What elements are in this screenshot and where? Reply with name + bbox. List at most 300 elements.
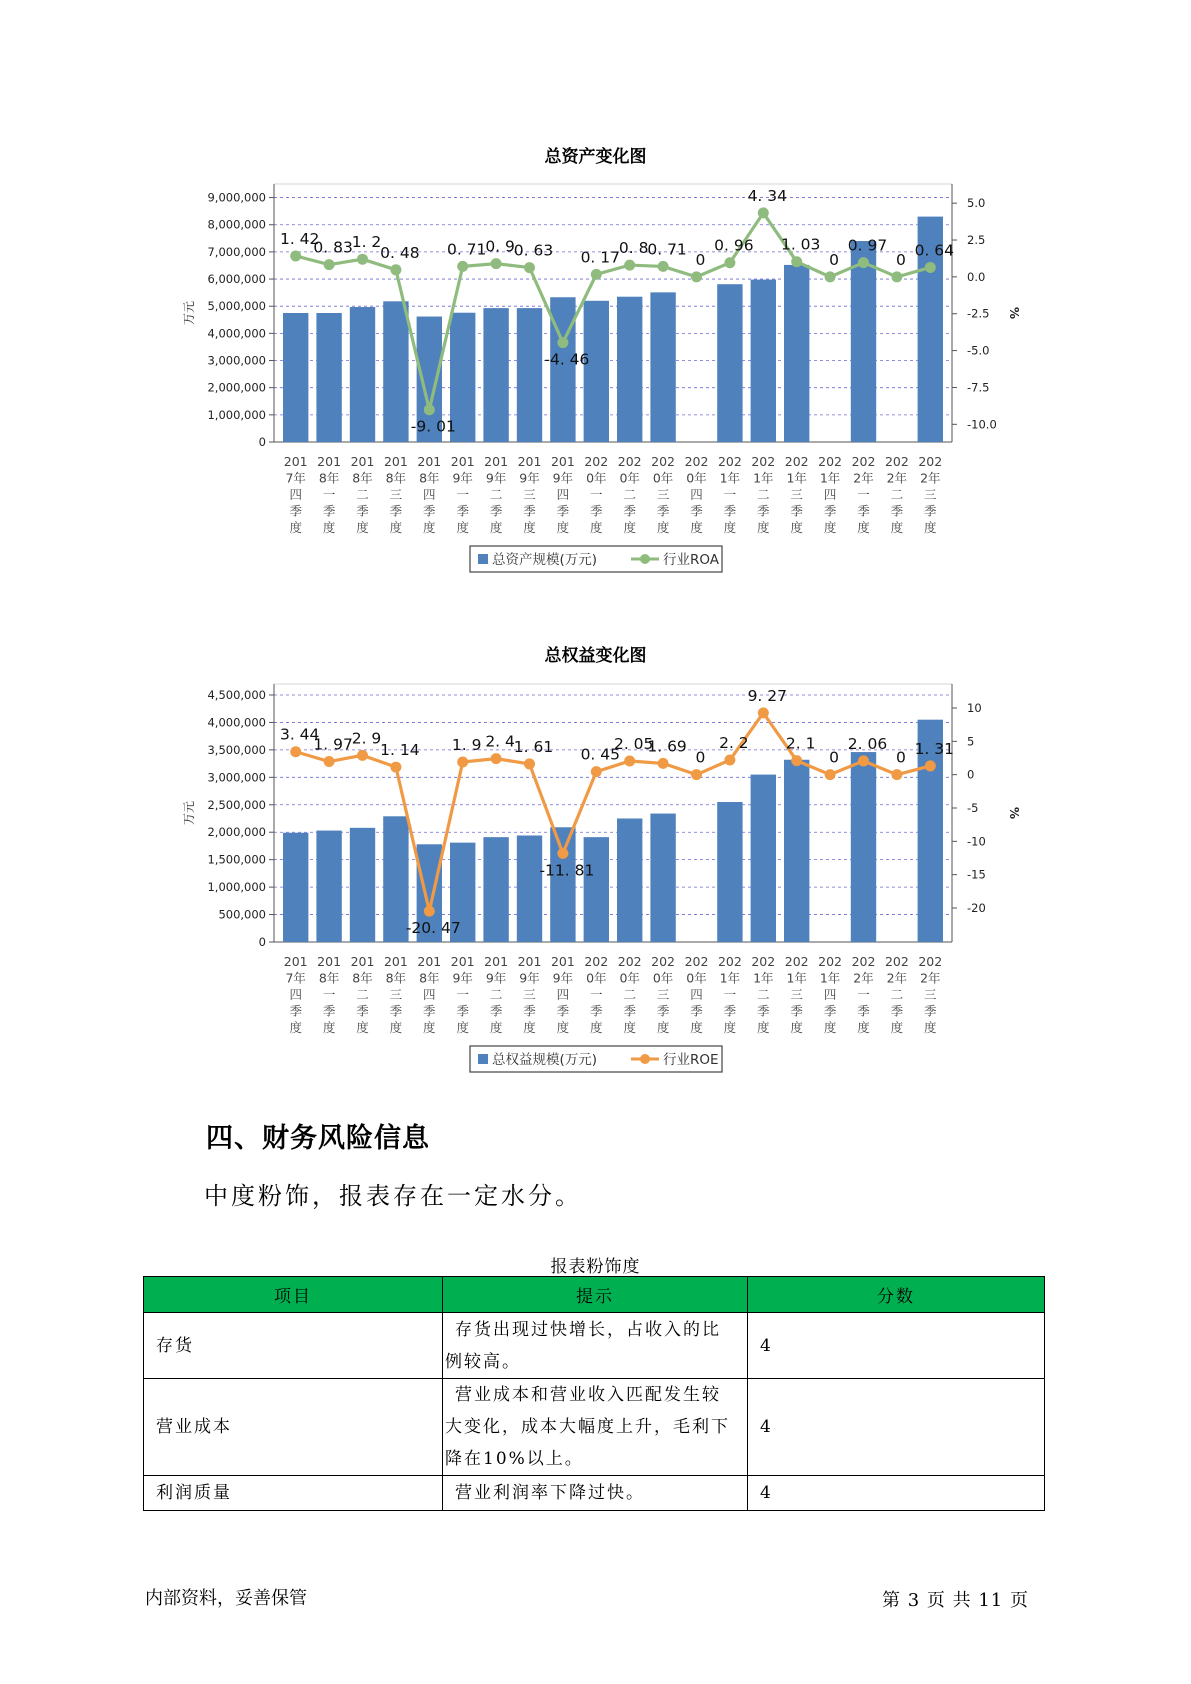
x-tick-label: 202 <box>751 954 776 969</box>
data-label: 1. 9 <box>451 736 482 754</box>
x-tick-label: 202 <box>918 454 943 469</box>
x-tick-label: 1年 <box>719 470 741 486</box>
x-tick-label: 度 <box>790 1020 803 1035</box>
x-tick-label: 季 <box>924 1003 937 1019</box>
y-tick-label: 2,000,000 <box>207 825 266 840</box>
x-tick-label: 三 <box>523 487 536 502</box>
y-tick-label: 3,000,000 <box>207 770 266 785</box>
x-tick-label: 0年 <box>586 970 607 986</box>
x-tick-label: 一 <box>723 987 737 1002</box>
x-tick-label: 季 <box>289 1003 302 1019</box>
bar <box>550 827 575 942</box>
x-tick-label: 201 <box>283 954 308 969</box>
x-tick-label: 201 <box>450 954 475 969</box>
x-tick-label: 1年 <box>786 970 807 986</box>
x-tick-label: 度 <box>523 520 536 535</box>
row-score: 4 <box>748 1313 1045 1379</box>
x-tick-label: 一 <box>322 487 336 502</box>
x-tick-label: 季 <box>723 503 737 519</box>
chart-title-assets: 总资产变化图 <box>544 147 647 167</box>
x-tick-label: 度 <box>556 520 570 535</box>
data-label: 2. 1 <box>785 734 816 753</box>
y-tick-label: 1,500,000 <box>207 852 266 867</box>
x-tick-label: 三 <box>790 487 803 502</box>
y2-tick-label: -2.5 <box>967 306 990 321</box>
x-tick-label: 0年 <box>619 970 640 986</box>
x-tick-label: 1年 <box>819 970 841 986</box>
x-tick-label: 度 <box>590 520 603 535</box>
data-label: 2. 05 <box>613 735 654 753</box>
line-point <box>290 250 301 261</box>
x-tick-label: 度 <box>823 1020 837 1035</box>
y2-tick-label: 5.0 <box>967 196 986 211</box>
data-label: 2. 06 <box>847 734 888 753</box>
line-point <box>591 269 602 280</box>
x-tick-label: 202 <box>584 954 609 969</box>
footer-confidential: 内部资料，妥善保管 <box>145 1588 307 1609</box>
x-tick-label: 1年 <box>719 970 741 986</box>
table-caption: 报表粉饰度 <box>550 1257 641 1277</box>
bar <box>851 241 876 442</box>
x-tick-label: 季 <box>757 503 770 519</box>
line-point <box>724 755 735 766</box>
x-tick-label: 2年 <box>920 970 941 986</box>
x-tick-label: 8年 <box>419 970 440 986</box>
x-tick-label: 201 <box>283 454 308 469</box>
x-tick-label: 一 <box>590 487 603 502</box>
data-label: 0. 96 <box>714 236 754 255</box>
line-point <box>290 746 301 757</box>
x-tick-label: 季 <box>690 1003 703 1019</box>
data-label: 0. 83 <box>313 238 353 257</box>
x-tick-label: 二 <box>489 987 503 1002</box>
line-point <box>825 769 836 780</box>
x-tick-label: 季 <box>289 503 302 519</box>
x-tick-label: 202 <box>584 454 609 469</box>
x-tick-label: 季 <box>790 503 803 519</box>
legend-line-label: 行业ROE <box>663 1052 719 1068</box>
x-tick-label: 201 <box>484 454 509 469</box>
line-point <box>491 258 502 269</box>
row-score: 4 <box>748 1476 1045 1511</box>
x-tick-label: 二 <box>757 487 770 502</box>
x-tick-label: 季 <box>456 1003 469 1019</box>
x-tick-label: 季 <box>322 503 336 519</box>
whitewash-table <box>143 1276 1045 1511</box>
bar <box>483 308 508 442</box>
x-tick-label: 8年 <box>385 470 407 486</box>
x-tick-label: 202 <box>717 454 742 469</box>
line-point <box>925 760 936 771</box>
x-tick-label: 度 <box>289 1020 302 1035</box>
x-tick-label: 季 <box>656 503 670 519</box>
x-tick-label: 二 <box>623 987 636 1002</box>
x-tick-label: 1年 <box>753 470 774 486</box>
x-tick-label: 度 <box>890 1020 904 1035</box>
x-tick-label: 201 <box>317 954 342 969</box>
x-tick-label: 9年 <box>552 970 574 986</box>
legend-line-label: 行业ROA <box>663 552 720 568</box>
x-tick-label: 201 <box>383 954 408 969</box>
x-tick-label: 度 <box>489 520 503 535</box>
x-tick-label: 度 <box>322 520 336 535</box>
x-tick-label: 季 <box>389 1003 403 1019</box>
x-tick-label: 二 <box>890 987 904 1002</box>
x-tick-label: 202 <box>851 954 876 969</box>
data-label: 4. 34 <box>747 186 788 205</box>
y2-tick-label: -10 <box>967 834 986 849</box>
x-tick-label: 季 <box>623 503 636 519</box>
bar <box>751 280 776 442</box>
x-tick-label: 季 <box>823 1003 837 1019</box>
data-label: 2. 9 <box>351 729 382 748</box>
x-tick-label: 201 <box>350 954 375 969</box>
x-tick-label: 度 <box>489 1020 503 1035</box>
y-tick-label: 0 <box>258 935 266 949</box>
x-tick-label: 度 <box>857 1020 870 1035</box>
x-tick-label: 202 <box>651 454 676 469</box>
x-tick-label: 一 <box>456 487 469 502</box>
x-tick-label: 度 <box>890 520 904 535</box>
x-tick-label: 度 <box>823 520 837 535</box>
data-label: -20. 47 <box>405 919 461 938</box>
x-tick-label: 202 <box>884 954 909 969</box>
bar <box>283 313 308 442</box>
x-tick-label: 度 <box>924 1020 937 1035</box>
x-tick-label: 度 <box>656 1020 670 1035</box>
x-tick-label: 度 <box>456 1020 469 1035</box>
line-point <box>691 271 702 282</box>
y2-axis-label: % <box>1007 306 1021 320</box>
line-point <box>891 271 902 282</box>
x-tick-label: 季 <box>924 503 937 519</box>
line-point <box>390 762 401 773</box>
y2-tick-label: 0.0 <box>967 269 986 284</box>
x-tick-label: 度 <box>690 520 703 535</box>
x-tick-label: 9年 <box>485 970 507 986</box>
x-tick-label: 0年 <box>586 470 607 486</box>
x-tick-label: 季 <box>322 1003 336 1019</box>
data-label: 1. 03 <box>780 235 821 254</box>
x-tick-label: 一 <box>456 987 469 1002</box>
bar <box>383 816 408 942</box>
data-label: -4. 46 <box>544 350 590 369</box>
x-tick-label: 度 <box>857 520 870 535</box>
x-tick-label: 201 <box>450 454 475 469</box>
x-tick-label: 9年 <box>519 470 540 486</box>
x-tick-label: 一 <box>857 987 870 1002</box>
x-tick-label: 201 <box>417 954 442 969</box>
data-label: 2. 4 <box>485 732 515 751</box>
x-tick-label: 一 <box>857 487 870 502</box>
line-point <box>891 769 902 780</box>
line-point <box>491 753 502 764</box>
table-header-row <box>144 1277 1045 1313</box>
y-tick-label: 1,000,000 <box>207 407 266 422</box>
line-point <box>324 259 335 270</box>
data-label: -11. 81 <box>539 861 595 880</box>
y2-tick-label: -5.0 <box>967 343 990 358</box>
line-point <box>925 262 936 273</box>
data-label: 0 <box>829 250 840 269</box>
row-item: 存货 <box>144 1313 443 1379</box>
data-label: 0. 71 <box>446 240 487 259</box>
legend-bar-swatch <box>478 1054 488 1064</box>
x-tick-label: 7年 <box>285 970 306 986</box>
hint-line: 降在10%以上。 <box>445 1449 584 1469</box>
x-tick-label: 9年 <box>485 470 507 486</box>
y-tick-label: 3,000,000 <box>207 353 266 368</box>
x-tick-label: 度 <box>322 1020 336 1035</box>
data-label: 1. 42 <box>279 229 320 248</box>
bar <box>584 301 609 442</box>
y-tick-label: 8,000,000 <box>207 217 266 232</box>
x-tick-label: 8年 <box>419 470 440 486</box>
bar <box>316 313 341 442</box>
x-tick-label: 8年 <box>352 470 373 486</box>
table-row <box>144 1313 1045 1379</box>
x-tick-label: 度 <box>289 520 302 535</box>
x-tick-label: 季 <box>489 503 503 519</box>
x-tick-label: 三 <box>656 487 670 502</box>
x-tick-label: 8年 <box>385 970 407 986</box>
x-tick-label: 季 <box>523 503 536 519</box>
risk-summary-text: 中度粉饰，报表存在一定水分。 <box>204 1182 582 1210</box>
y-axis-label: 万元 <box>182 800 196 826</box>
x-tick-label: 季 <box>523 1003 536 1019</box>
x-tick-label: 2年 <box>853 970 874 986</box>
y-tick-label: 1,000,000 <box>207 880 266 895</box>
x-tick-label: 0年 <box>686 470 707 486</box>
row-score: 4 <box>748 1379 1045 1476</box>
y2-tick-label: 2.5 <box>967 233 986 248</box>
line-point <box>424 404 435 415</box>
x-tick-label: 度 <box>523 1020 536 1035</box>
x-tick-label: 二 <box>489 487 503 502</box>
x-tick-label: 度 <box>389 1020 403 1035</box>
x-tick-label: 0年 <box>619 470 640 486</box>
data-label: 0 <box>695 250 706 269</box>
line-point <box>457 261 468 272</box>
x-tick-label: 2年 <box>920 470 941 486</box>
line-point <box>624 756 635 767</box>
header-item: 项目 <box>144 1277 443 1313</box>
line-point <box>457 757 468 768</box>
x-tick-label: 1年 <box>786 470 807 486</box>
x-tick-label: 2年 <box>853 470 874 486</box>
line-point <box>557 337 568 348</box>
line-point <box>624 260 635 271</box>
bar <box>383 301 408 442</box>
x-tick-label: 季 <box>656 1003 670 1019</box>
line-point <box>791 755 802 766</box>
x-tick-label: 季 <box>590 503 603 519</box>
y-tick-label: 2,000,000 <box>207 380 266 395</box>
x-tick-label: 度 <box>590 1020 603 1035</box>
x-tick-label: 三 <box>389 987 403 1002</box>
x-tick-label: 季 <box>857 503 870 519</box>
legend-bar-label: 总资产规模(万元) <box>492 552 598 568</box>
hint-line: 大变化，成本大幅度上升，毛利下 <box>445 1417 730 1437</box>
bar <box>283 833 308 942</box>
x-tick-label: 1年 <box>819 470 841 486</box>
x-tick-label: 8年 <box>318 470 340 486</box>
y2-tick-label: -10.0 <box>967 417 997 432</box>
x-tick-label: 季 <box>389 503 403 519</box>
legend-bar-swatch <box>478 554 488 564</box>
x-tick-label: 201 <box>484 954 509 969</box>
table-row <box>144 1476 1045 1511</box>
x-tick-label: 度 <box>656 520 670 535</box>
x-tick-label: 0年 <box>652 970 674 986</box>
line-point <box>424 906 435 917</box>
x-tick-label: 季 <box>423 1003 436 1019</box>
x-tick-label: 202 <box>617 454 642 469</box>
x-tick-label: 季 <box>790 1003 803 1019</box>
x-tick-label: 二 <box>890 487 904 502</box>
row-hint <box>443 1379 748 1476</box>
data-label: 3. 44 <box>279 725 320 744</box>
line-point <box>791 256 802 267</box>
data-label: 0 <box>895 748 906 767</box>
x-tick-label: 度 <box>723 520 737 535</box>
x-tick-label: 三 <box>656 987 670 1002</box>
bar <box>717 802 742 942</box>
x-tick-label: 7年 <box>285 470 306 486</box>
legend-bar-label: 总权益规模(万元) <box>492 1052 598 1068</box>
data-label: 1. 2 <box>351 233 382 252</box>
x-tick-label: 二 <box>356 487 369 502</box>
line-point <box>524 758 535 769</box>
x-tick-label: 度 <box>690 1020 703 1035</box>
x-tick-label: 季 <box>890 503 904 519</box>
x-tick-label: 201 <box>517 954 542 969</box>
x-tick-label: 一 <box>590 987 603 1002</box>
header-hint: 提示 <box>443 1277 748 1313</box>
x-tick-label: 一 <box>322 987 336 1002</box>
total-equity-chart <box>0 670 1191 1090</box>
data-label: 1. 97 <box>313 735 353 754</box>
x-tick-label: 201 <box>383 454 408 469</box>
y2-tick-label: -7.5 <box>967 380 990 395</box>
y-tick-label: 0 <box>258 435 266 449</box>
x-tick-label: 四 <box>289 987 302 1002</box>
bar <box>584 837 609 942</box>
x-tick-label: 201 <box>317 454 342 469</box>
line-point <box>324 756 335 767</box>
x-tick-label: 202 <box>684 954 709 969</box>
x-tick-label: 三 <box>924 487 937 502</box>
x-tick-label: 度 <box>556 1020 570 1035</box>
data-label: -9. 01 <box>410 417 456 436</box>
x-tick-label: 201 <box>550 454 575 469</box>
line-point <box>357 254 368 265</box>
line-point <box>858 755 869 766</box>
y-tick-label: 5,000,000 <box>207 299 266 314</box>
x-tick-label: 季 <box>423 503 436 519</box>
data-label: 0. 64 <box>914 241 955 260</box>
x-tick-label: 0年 <box>652 470 674 486</box>
y-tick-label: 7,000,000 <box>207 244 266 259</box>
x-tick-label: 9年 <box>452 970 473 986</box>
x-tick-label: 四 <box>556 987 570 1002</box>
x-tick-label: 1年 <box>753 970 774 986</box>
x-tick-label: 202 <box>784 454 809 469</box>
x-tick-label: 度 <box>623 520 636 535</box>
y-tick-label: 4,000,000 <box>207 715 266 730</box>
bar <box>717 284 742 442</box>
data-label: 0 <box>695 748 706 767</box>
x-tick-label: 9年 <box>452 470 473 486</box>
bar <box>851 752 876 942</box>
data-label: 2. 2 <box>719 734 749 752</box>
x-tick-label: 度 <box>623 1020 636 1035</box>
x-tick-label: 度 <box>423 1020 436 1035</box>
x-tick-label: 度 <box>456 520 469 535</box>
x-tick-label: 季 <box>857 1003 870 1019</box>
x-tick-label: 季 <box>890 1003 904 1019</box>
x-tick-label: 季 <box>356 1003 369 1019</box>
y2-tick-label: 10 <box>967 701 982 715</box>
header-score: 分数 <box>748 1277 1045 1313</box>
line-point <box>691 769 702 780</box>
x-tick-label: 二 <box>623 487 636 502</box>
data-label: 1. 31 <box>914 739 955 758</box>
line-point <box>591 766 602 777</box>
x-tick-label: 季 <box>757 1003 770 1019</box>
x-tick-label: 8年 <box>352 970 373 986</box>
x-tick-label: 季 <box>623 1003 636 1019</box>
data-label: 0. 17 <box>580 248 621 267</box>
x-tick-label: 三 <box>790 987 803 1002</box>
data-label: 0. 63 <box>513 241 554 260</box>
section-heading: 四、财务风险信息 <box>206 1123 430 1154</box>
x-tick-label: 202 <box>684 454 709 469</box>
x-tick-label: 202 <box>651 954 676 969</box>
data-label: 0. 45 <box>580 745 621 764</box>
x-tick-label: 202 <box>784 954 809 969</box>
x-tick-label: 201 <box>517 454 542 469</box>
hint-line: 例较高。 <box>445 1351 521 1372</box>
x-tick-label: 202 <box>717 954 742 969</box>
x-tick-label: 一 <box>723 487 737 502</box>
data-label: 1. 61 <box>513 737 554 756</box>
y-tick-label: 9,000,000 <box>207 190 266 205</box>
x-tick-label: 二 <box>356 987 369 1002</box>
x-tick-label: 8年 <box>318 970 340 986</box>
x-tick-label: 四 <box>423 487 436 502</box>
x-tick-label: 度 <box>356 520 369 535</box>
x-tick-label: 2年 <box>886 970 908 986</box>
data-label: 1. 69 <box>647 737 687 756</box>
row-item: 营业成本 <box>144 1379 443 1476</box>
x-tick-label: 度 <box>356 1020 369 1035</box>
x-tick-label: 202 <box>751 454 776 469</box>
line-point <box>357 750 368 761</box>
y2-axis-label: % <box>1007 806 1021 820</box>
x-tick-label: 季 <box>489 1003 503 1019</box>
data-label: 0. 71 <box>647 240 687 259</box>
x-tick-label: 度 <box>790 520 803 535</box>
y2-tick-label: -15 <box>967 867 986 882</box>
x-tick-label: 季 <box>556 1003 570 1019</box>
x-tick-label: 四 <box>556 487 570 502</box>
x-tick-label: 度 <box>423 520 436 535</box>
x-tick-label: 四 <box>823 987 837 1002</box>
data-label: 0. 48 <box>380 243 420 262</box>
x-tick-label: 9年 <box>552 470 574 486</box>
x-tick-label: 度 <box>757 520 770 535</box>
